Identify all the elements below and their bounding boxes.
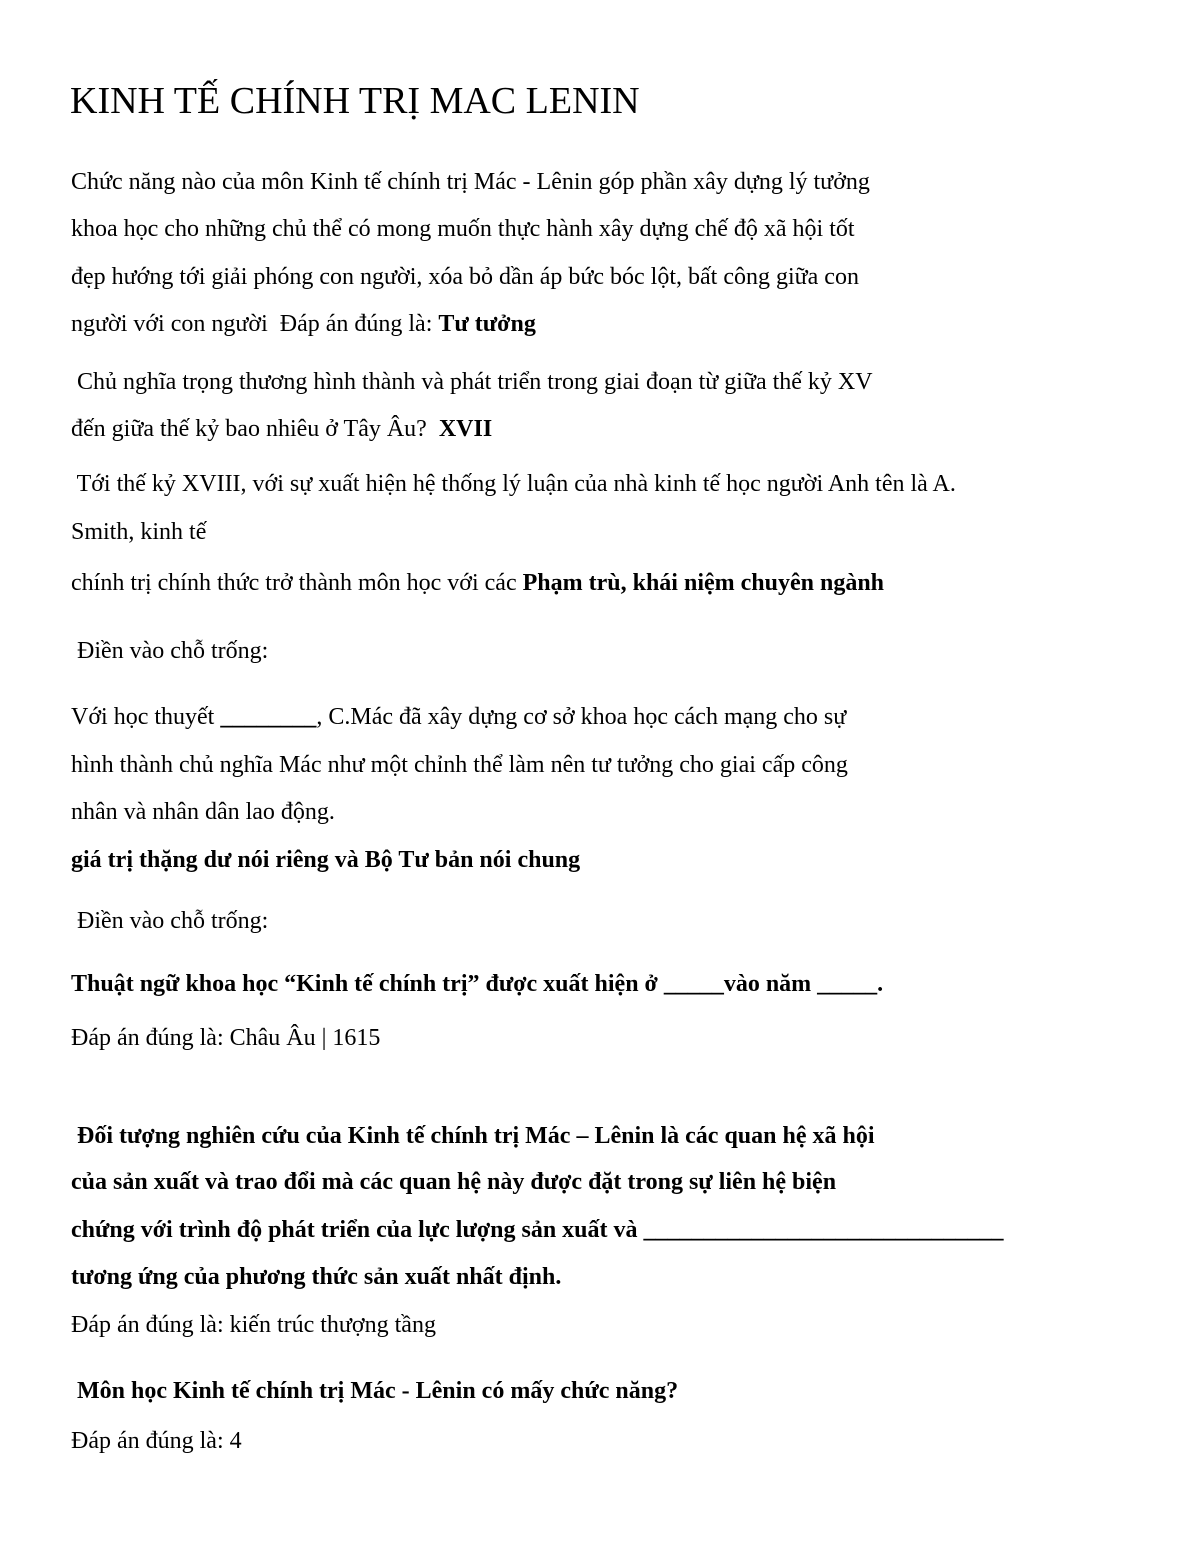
q4-line-3: nhân và nhân dân lao động. xyxy=(71,799,335,825)
q4-line-1-suffix: , C.Mác đã xây dựng cơ sở khoa học cách mạng cho sự xyxy=(316,704,847,730)
q4-label: Điền vào chỗ trống: xyxy=(71,638,269,664)
q5-question: Thuật ngữ khoa học “Kinh tế chính trị” được xuất hiện ở _____vào năm _____. xyxy=(71,971,884,997)
q6-line-1: Đối tượng nghiên cứu của Kinh tế chính trị Mác – Lênin là các quan hệ xã hội xyxy=(71,1123,875,1149)
q3-line-3 xyxy=(71,568,884,598)
q7-question: Môn học Kinh tế chính trị Mác - Lênin có mấy chức năng? xyxy=(71,1378,679,1404)
q3-answer: Phạm trù, khái niệm chuyên ngành xyxy=(522,570,885,596)
q4-blank: ________ xyxy=(220,704,317,730)
q2-line-1: Chủ nghĩa trọng thương hình thành và phát triển trong giai đoạn từ giữa thế kỷ XV xyxy=(71,369,873,395)
q3-line-1: Tới thế kỷ XVIII, với sự xuất hiện hệ thống lý luận của nhà kinh tế học người Anh tên là A. xyxy=(71,471,956,497)
q1-line-4-text: người với con người Đáp án đúng là: xyxy=(71,311,439,337)
document-title: KINH TẾ CHÍNH TRỊ MAC LENIN xyxy=(70,80,640,122)
q4-answer: giá trị thặng dư nói riêng và Bộ Tư bản nói chung xyxy=(71,847,581,873)
q4-line-1 xyxy=(71,702,846,732)
q3-line-2: Smith, kinh tế xyxy=(71,519,207,545)
q1-line-3: đẹp hướng tới giải phóng con người, xóa bỏ dần áp bức bóc lột, bất công giữa con xyxy=(71,264,859,290)
q2-line-2 xyxy=(71,414,492,444)
q6-line-3: chứng với trình độ phát triển của lực lượng sản xuất và ______________________________ xyxy=(71,1217,1004,1243)
q1-line-1: Chức năng nào của môn Kinh tế chính trị Mác - Lênin góp phần xây dựng lý tưởng xyxy=(71,169,870,195)
q1-answer: Tư tưởng xyxy=(438,311,536,337)
q4-line-1-prefix: Với học thuyết xyxy=(71,704,221,730)
q1-line-4 xyxy=(71,309,536,339)
q2-line-2-text: đến giữa thế kỷ bao nhiêu ở Tây Âu? xyxy=(71,416,439,442)
q1-line-2: khoa học cho những chủ thể có mong muốn thực hành xây dựng chế độ xã hội tốt xyxy=(71,216,855,242)
q3-line-3-text: chính trị chính thức trở thành môn học với các xyxy=(71,570,523,596)
q7-answer: Đáp án đúng là: 4 xyxy=(71,1428,242,1454)
q6-line-4: tương ứng của phương thức sản xuất nhất định. xyxy=(71,1264,562,1290)
q6-answer: Đáp án đúng là: kiến trúc thượng tầng xyxy=(71,1312,436,1338)
q2-answer: XVII xyxy=(438,416,493,442)
q4-line-2: hình thành chủ nghĩa Mác như một chỉnh thể làm nên tư tưởng cho giai cấp công xyxy=(71,752,848,778)
q6-line-2: của sản xuất và trao đổi mà các quan hệ này được đặt trong sự liên hệ biện xyxy=(71,1169,837,1195)
q5-label: Điền vào chỗ trống: xyxy=(71,908,269,934)
q5-answer: Đáp án đúng là: Châu Âu | 1615 xyxy=(71,1025,381,1051)
